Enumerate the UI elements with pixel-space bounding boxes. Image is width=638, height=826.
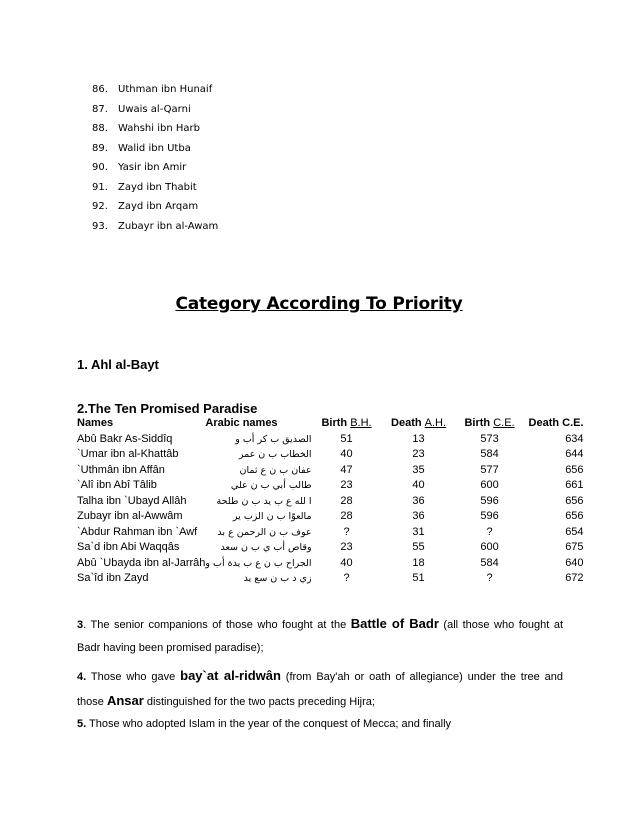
cell-name: Abû `Ubayda ibn al-Jarrâh (77, 556, 206, 569)
cell-birth-bh: 40 (340, 556, 353, 569)
table-row (77, 448, 584, 464)
cell-arabic: ا لله ع ب يد ب ن طلحة (216, 495, 312, 507)
cell-death-ce: 654 (565, 525, 584, 538)
list-name: Uwais al-Qarni (118, 103, 191, 115)
cell-arabic: الجراح ب ن ع ب يدة أب و (205, 557, 312, 569)
paragraph-ridwan (77, 664, 563, 714)
cell-death-ce: 640 (565, 556, 584, 569)
header-death-ce-label: Death C.E. (528, 417, 584, 429)
list-item (92, 162, 218, 182)
list-item (92, 201, 218, 221)
list-name: Zayd ibn Arqam (118, 201, 199, 212)
cell-birth-ce: 600 (480, 479, 499, 491)
cell-death-ce: 634 (565, 432, 584, 445)
paragraph-badr (77, 612, 563, 660)
list-item (92, 182, 218, 202)
cell-death-ah: 51 (412, 572, 425, 584)
list-item (92, 104, 218, 124)
table-row (77, 510, 584, 526)
list-name: Wahshi ibn Harb (118, 123, 200, 134)
cell-birth-ce: ? (486, 525, 493, 538)
header-names: Names (77, 417, 114, 429)
cell-name: Zubayr ibn al-Awwâm (77, 510, 183, 522)
table-row (77, 433, 584, 449)
cell-birth-bh: ? (343, 525, 350, 538)
header-death-label: Death (391, 417, 422, 429)
cell-death-ah: 18 (412, 556, 425, 569)
header-death-ce (524, 417, 584, 433)
cell-arabic: طالب أبي ب ن علي (230, 480, 312, 491)
cell-birth-ce: 596 (480, 494, 499, 507)
list-name: Yasir ibn Amir (118, 162, 187, 173)
header-death-ah (382, 417, 456, 433)
list-item (92, 84, 218, 104)
list-number: 87. (92, 103, 108, 115)
cell-death-ah: 36 (412, 510, 425, 522)
list-number: 90. (92, 162, 108, 173)
cell-death-ah: 23 (412, 448, 425, 460)
paragraph-number: 5. (77, 718, 87, 730)
header-birth-ce-label: Birth (464, 417, 491, 429)
table-row (77, 572, 584, 588)
paragraph-text: Those who gave (86, 671, 181, 683)
paragraph-text: . The senior companions of those who fought at the (83, 619, 351, 631)
companion-list (92, 84, 218, 240)
list-number: 92. (92, 201, 108, 212)
table-row (77, 541, 584, 557)
table-header-row (77, 417, 584, 433)
cell-arabic: الخطاب ب ن عمر (238, 449, 312, 460)
list-item (92, 123, 218, 143)
cell-arabic: عفان ب ن ع ثمان (239, 464, 312, 476)
cell-death-ce: 656 (565, 463, 584, 476)
table-row (77, 526, 584, 542)
table-row (77, 464, 584, 480)
paragraph-text: distinguished for the two pacts preceding Hijra; (143, 696, 375, 708)
table-row (77, 495, 584, 511)
cell-death-ce: 672 (565, 572, 584, 584)
cell-arabic: زي د ب ن سع يد (243, 573, 312, 584)
list-name: Zayd ibn Thabit (118, 181, 197, 193)
list-number: 86. (92, 84, 108, 95)
cell-arabic: عوف ب ن الرحمن ع بد (217, 526, 312, 538)
paragraph-number: 4. (77, 671, 87, 683)
header-birth-ce-unit: C.E. (493, 417, 515, 429)
cell-birth-bh: 28 (340, 510, 353, 522)
cell-name: `Uthmân ibn Affân (77, 463, 165, 476)
section-heading-ten-promised: 2.The Ten Promised Paradise (77, 401, 258, 416)
header-birth-bh (312, 417, 382, 433)
cell-death-ah: 36 (412, 494, 425, 507)
paragraph-number: 3 (77, 619, 84, 631)
list-number: 93. (92, 220, 108, 232)
cell-death-ah: 40 (412, 479, 425, 491)
list-item (92, 143, 218, 163)
list-number: 91. (92, 181, 108, 193)
emphasis-bayat-al-ridwan: bay`at al-ridwân (180, 668, 281, 683)
cell-birth-bh: 23 (340, 541, 353, 553)
cell-birth-ce: 577 (480, 463, 499, 476)
paragraph-text: (from Bay'ah or oath of allegiance) under the tree and those (77, 671, 563, 708)
paragraph-conquest-of-mecca (77, 713, 563, 736)
table-row (77, 479, 584, 495)
cell-arabic: مالعوّا ب ن الزب ير (232, 511, 312, 522)
header-birth-ce (456, 417, 524, 433)
cell-birth-bh: 51 (340, 432, 353, 445)
cell-death-ah: 55 (412, 541, 425, 553)
cell-birth-ce: 584 (480, 556, 499, 569)
cell-death-ce: 675 (565, 541, 584, 553)
cell-death-ce: 656 (565, 494, 584, 507)
table-row (77, 557, 584, 573)
cell-name: Sa`îd ibn Zayd (77, 572, 149, 584)
list-name: Zubayr ibn al-Awam (118, 220, 219, 232)
section-heading-ahl-al-bayt: 1. Ahl al-Bayt (77, 357, 159, 372)
paragraph-text: Those who adopted Islam in the year of the conquest of Mecca; and finally (86, 718, 452, 730)
emphasis-ansar: Ansar (106, 693, 144, 708)
cell-birth-ce: ? (486, 572, 493, 584)
cell-birth-bh: 28 (340, 494, 353, 507)
cell-birth-bh: 40 (340, 448, 353, 460)
cell-birth-bh: ? (343, 572, 350, 584)
cell-birth-bh: 23 (340, 479, 353, 491)
list-name: Walid ibn Utba (118, 142, 191, 154)
emphasis-battle-of-badr: Battle of Badr (350, 616, 439, 631)
list-number: 88. (92, 123, 108, 134)
cell-death-ah: 31 (412, 525, 425, 538)
cell-death-ce: 644 (565, 448, 584, 460)
header-arabic: Arabic names (205, 417, 278, 429)
cell-name: `Abdur Rahman ibn `Awf (77, 525, 198, 538)
header-birth-label: Birth (321, 417, 348, 429)
cell-birth-bh: 47 (340, 463, 353, 476)
cell-name: `Alî ibn Abî Tâlib (77, 479, 157, 491)
cell-name: Abû Bakr As-Siddîq (77, 432, 173, 445)
cell-name: Sa`d ibn Abi Waqqâs (77, 541, 180, 553)
cell-arabic: الصديق ب كر أب و (235, 433, 312, 445)
cell-death-ah: 13 (412, 432, 425, 445)
cell-birth-ce: 573 (480, 432, 499, 445)
header-death-unit: A.H. (424, 417, 447, 429)
cell-name: `Umar ibn al-Khattâb (77, 448, 179, 460)
paragraph-text: (all those who fought at Badr having been promised paradise); (77, 619, 564, 654)
companions-table (77, 417, 584, 588)
header-birth-unit: B.H. (350, 417, 372, 429)
cell-birth-ce: 584 (480, 448, 499, 460)
page-title: Category According To Priority (175, 294, 463, 314)
cell-death-ce: 661 (565, 479, 584, 491)
cell-birth-ce: 596 (480, 510, 499, 522)
cell-name: Talha ibn `Ubayd Allâh (77, 494, 187, 507)
list-name: Uthman ibn Hunaif (118, 84, 213, 95)
cell-arabic: وقاص أب ي ب ن سعد (220, 542, 312, 553)
cell-death-ah: 35 (412, 463, 425, 476)
list-number: 89. (92, 142, 108, 154)
list-item (92, 221, 218, 241)
cell-birth-ce: 600 (480, 541, 499, 553)
cell-death-ce: 656 (565, 510, 584, 522)
